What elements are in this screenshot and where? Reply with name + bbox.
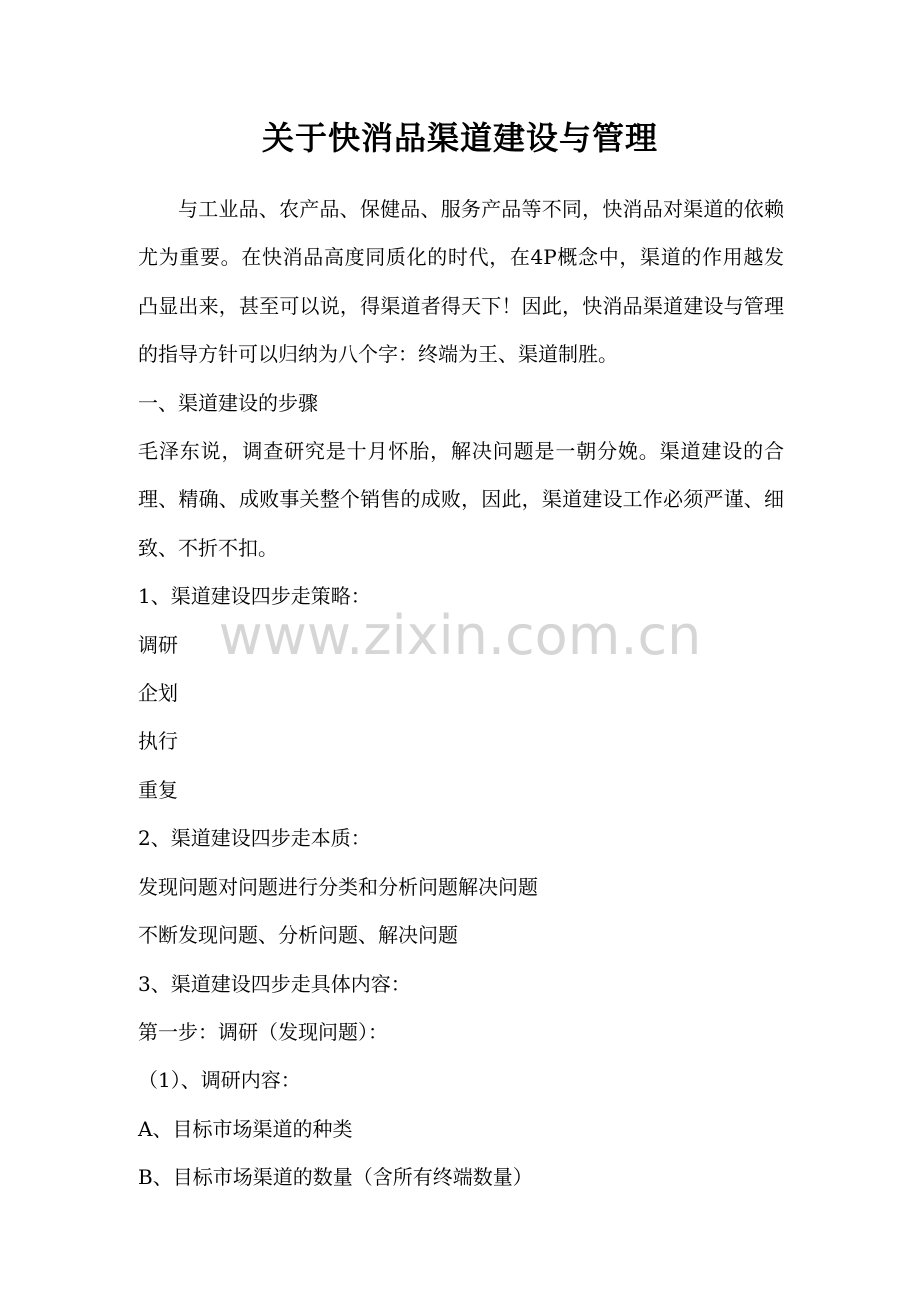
section-heading-steps: 一、渠道建设的步骤 [138, 390, 318, 415]
list-item: 企划 [138, 681, 178, 706]
list-item: B、目标市场渠道的数量（含所有终端数量） [138, 1165, 533, 1190]
essence-heading: 2、渠道建设四步走本质： [138, 826, 371, 851]
step-one-heading: 第一步：调研（发现问题）： [138, 1019, 388, 1044]
mao-quote-paragraph: 毛泽东说，调查研究是十月怀胎，解决问题是一朝分娩。渠道建设的合理、精确、成败事关整个销售的成败，因此，渠道建设工作必须严谨、细致、不折不扣。 [138, 439, 784, 560]
watermark: www.zixin.com.cn [218, 604, 702, 667]
strategy-heading: 1、渠道建设四步走策略： [138, 584, 371, 609]
document-title: 关于快消品渠道建设与管理 [261, 119, 658, 157]
content-heading: 3、渠道建设四步走具体内容： [138, 971, 411, 996]
list-item: A、目标市场渠道的种类 [138, 1116, 353, 1141]
list-item: 不断发现问题、分析问题、解决问题 [138, 923, 458, 948]
document-body [138, 185, 784, 1202]
research-content-heading: （1）、调研内容： [138, 1068, 301, 1093]
list-item: 执行 [138, 729, 178, 754]
list-item: 重复 [138, 777, 178, 802]
intro-paragraph: 与工业品、农产品、保健品、服务产品等不同，快消品对渠道的依赖尤为重要。在快消品高度同质化的时代，在4P概念中，渠道的作用越发凸显出来，甚至可以说，得渠道者得天下！因此，快消品渠道建设与管理的指导方针可以归纳为八个字：终端为王、渠道制胜。 [138, 197, 784, 367]
list-item: 发现问题对问题进行分类和分析问题解决问题 [138, 874, 538, 899]
list-item: 调研 [138, 632, 178, 657]
